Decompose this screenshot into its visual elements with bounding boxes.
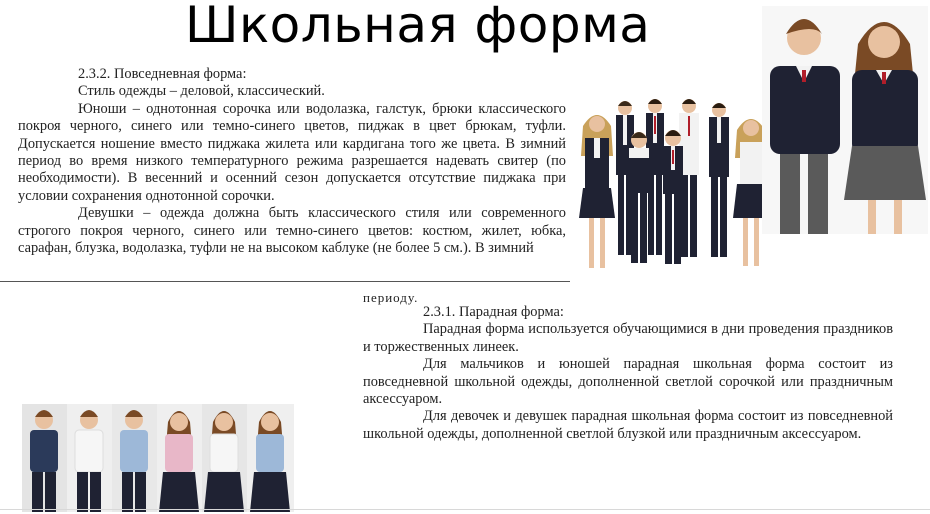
students-group-photo <box>573 98 773 278</box>
children-row-photo <box>22 404 294 512</box>
cut-text-fragment: периоду. <box>363 290 419 305</box>
formal-paragraph-1: Парадная форма используется обучающимися в дни проведения праздников и торжественных линеек. <box>363 321 893 355</box>
document-excerpt-formal <box>363 304 893 443</box>
formal-paragraph-2: Для мальчиков и юношей парадная школьная форма состоит из повседневной школьной одежды, дополненной светлой сорочкой или праздничным аксессуаром. <box>363 356 893 408</box>
boy-girl-sweaters-photo <box>762 6 928 234</box>
excerpt-divider <box>0 281 570 282</box>
section-heading-formal: 2.3.1. Парадная форма: <box>423 304 564 320</box>
girls-paragraph: Девушки – одежда должна быть классического стиля или современного строгого покроя черного, синего или темно-синего цветов: костюм, жилет, юбка, сарафан, блузка, водолазка, туфли не на высоком каблуке (не более 5 см.). В зимний <box>18 205 566 257</box>
document-excerpt-everyday <box>18 66 566 257</box>
boys-paragraph: Юноши – однотонная сорочка или водолазка, галстук, брюки классического покроя черного, синего или темно-синего цветов, пиджак в цвет брюкам, туфли. Допускается ношение вместо пиджака жилета или кардигана того же цвета. В зимний период во время низкого температурного режима разрешается надевать свитер (по необходимости). В весенний и осенний сезон допускается отсутствие пиджака при условии сохранения однотонной сорочки. <box>18 100 566 204</box>
style-line: Стиль одежды – деловой, классический. <box>78 83 325 100</box>
slide-bottom-border <box>0 509 930 510</box>
formal-paragraph-3: Для девочек и девушек парадная школьная форма состоит из повседневной школьной одежды, дополненной светлой блузкой или праздничным аксессуаром. <box>363 408 893 442</box>
section-heading-everyday: 2.3.2. Повседневная форма: <box>78 66 247 82</box>
slide-title: Школьная форма <box>185 0 651 54</box>
